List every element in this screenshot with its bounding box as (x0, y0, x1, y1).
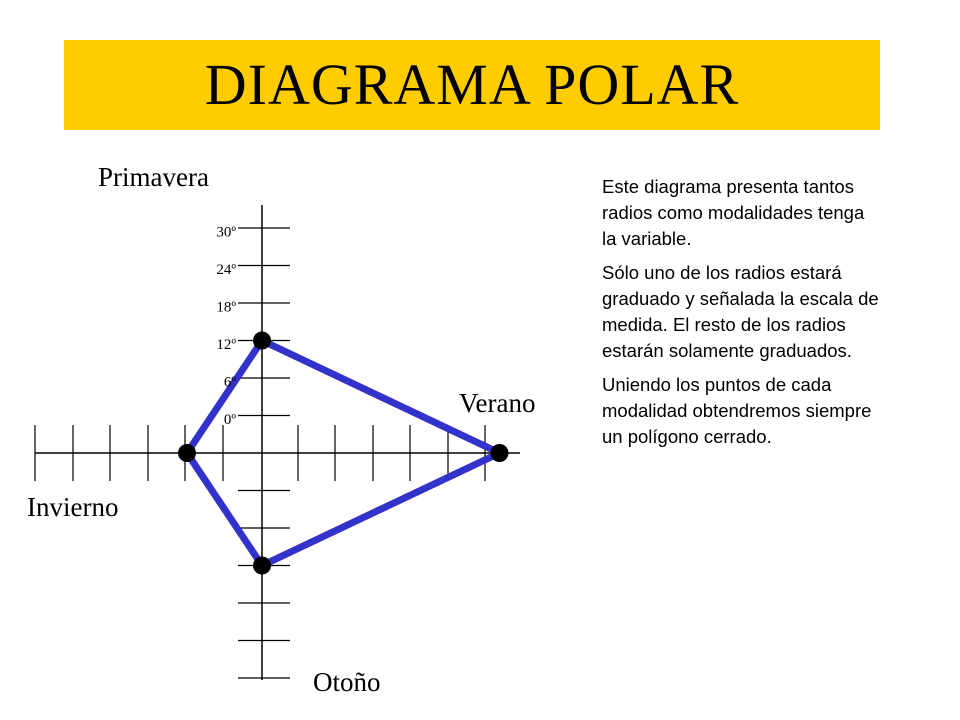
axis-label-primavera: Primavera (98, 162, 209, 192)
description-paragraph-1: Este diagrama presenta tantos radios como modalidades tenga la variable. (602, 176, 865, 249)
description-paragraph-3: Uniendo los puntos de cada modalidad obtendremos siempre un polígono cerrado. (602, 374, 872, 447)
data-point-invierno (178, 444, 196, 462)
data-point-primavera (253, 332, 271, 350)
scale-label: 30º (216, 224, 236, 241)
description-panel (602, 174, 882, 458)
axis-label-invierno: Invierno (27, 492, 119, 522)
axis-label-otono: Otoño (313, 667, 381, 697)
scale-label: 12º (216, 337, 236, 353)
page-title: DIAGRAMA POLAR (204, 52, 740, 117)
axis-label-verano: Verano (459, 388, 536, 418)
data-point-otoño (253, 557, 271, 575)
scale-label: 6º (223, 374, 236, 391)
data-point-verano (491, 444, 509, 462)
scale-label: 18º (216, 299, 236, 316)
description-paragraph-2: Sólo uno de los radios estará graduado y señalada la escala de medida. El resto de los radios estarán solamente graduados. (602, 262, 879, 361)
scale-label: 24º (216, 262, 236, 278)
scale-label: 0º (223, 412, 236, 428)
